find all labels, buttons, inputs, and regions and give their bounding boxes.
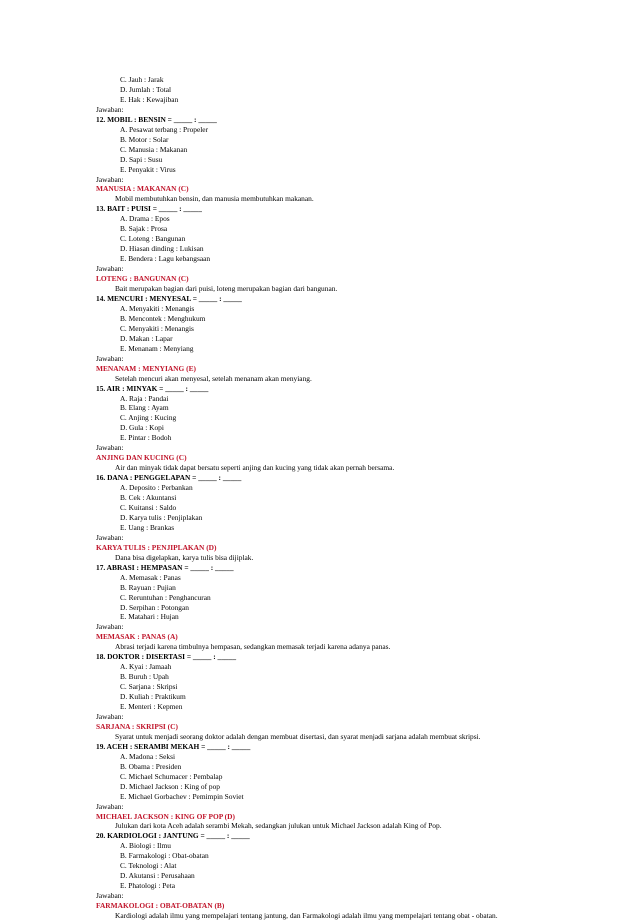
option-item: B. Sajak : Prosa bbox=[120, 224, 168, 234]
answer-label: Jawaban: bbox=[96, 891, 124, 901]
option-item: C. Kuitansi : Saldo bbox=[120, 502, 177, 512]
option-item: D. Hiasan dinding : Lukisan bbox=[120, 244, 204, 254]
answer-label: Jawaban: bbox=[96, 532, 124, 542]
option-item: D. Akutansi : Perusahaan bbox=[120, 871, 195, 881]
option-item: B. Elang : Ayam bbox=[120, 403, 169, 413]
option-item: E. Bendera : Lagu kebangsaan bbox=[120, 254, 211, 264]
question-title: 16. DANA : PENGGELAPAN = _____ : _____ bbox=[96, 473, 242, 483]
option-item: D. Makan : Lapar bbox=[120, 333, 173, 343]
option-item: D. Gula : Kopi bbox=[120, 423, 164, 433]
option-item: B. Cek : Akuntansi bbox=[120, 493, 177, 503]
answer-text: KARYA TULIS : PENJIPLAKAN (D) bbox=[96, 542, 217, 552]
option-item: D. Karya tulis : Penjiplakan bbox=[120, 512, 203, 522]
option-item: E. Pintar : Bodoh bbox=[120, 433, 172, 443]
question-title: 18. DOKTOR : DISERTASI = _____ : _____ bbox=[96, 652, 237, 662]
option-item: D. Sapi : Susu bbox=[120, 154, 163, 164]
option-item: E. Matahari : Hujan bbox=[120, 612, 179, 622]
answer-explanation: Setelah mencuri akan menyesal, setelah menanam akan menyiang. bbox=[115, 373, 312, 383]
option-item: E. Michael Gorbachev : Pemimpin Soviet bbox=[120, 791, 244, 801]
answer-label: Jawaban: bbox=[96, 443, 124, 453]
option-item: A. Raja : Pandai bbox=[120, 393, 169, 403]
option-item: C. Reruntuhan : Penghancuran bbox=[120, 592, 211, 602]
answer-text: SARJANA : SKRIPSI (C) bbox=[96, 721, 178, 731]
question-title: 17. ABRASI : HEMPASAN = _____ : _____ bbox=[96, 562, 234, 572]
option-item: E. Menanam : Menyiang bbox=[120, 343, 194, 353]
answer-explanation: Dana bisa digelapkan, karya tulis bisa dijiplak. bbox=[115, 552, 254, 562]
option-item: A. Memasak : Panas bbox=[120, 572, 181, 582]
question-title: 20. KARDIOLOGI : JANTUNG = _____ : _____ bbox=[96, 831, 250, 841]
option-item: E. Uang : Brankas bbox=[120, 522, 175, 532]
question-title: 19. ACEH : SERAMBI MEKAH = _____ : _____ bbox=[96, 741, 251, 751]
option-item: C. Teknologi : Alat bbox=[120, 861, 177, 871]
option-item: E. Menteri : Kepmen bbox=[120, 702, 183, 712]
answer-label: Jawaban: bbox=[96, 801, 124, 811]
answer-text: MICHAEL JACKSON : KING OF POP (D) bbox=[96, 811, 235, 821]
option-item: C. Manusia : Makanan bbox=[120, 144, 188, 154]
option-item: B. Obama : Presiden bbox=[120, 761, 182, 771]
option-item: D. Jumlah : Total bbox=[120, 84, 172, 94]
option-item: A. Deposito : Perbankan bbox=[120, 483, 193, 493]
answer-label: Jawaban: bbox=[96, 353, 124, 363]
option-item: B. Buruh : Upah bbox=[120, 672, 169, 682]
answer-text: MEMASAK : PANAS (A) bbox=[96, 632, 178, 642]
option-item: C. Michael Schumacer : Pembalap bbox=[120, 771, 223, 781]
option-item: E. Penyakit : Virus bbox=[120, 164, 176, 174]
option-item: E. Phatologi : Peta bbox=[120, 881, 176, 891]
question-title: 13. BAIT : PUISI = _____ : _____ bbox=[96, 204, 202, 214]
question-title: 12. MOBIL : BENSIN = _____ : _____ bbox=[96, 114, 217, 124]
answer-explanation: Julukan dari kota Aceh adalah serambi Mekah, sedangkan julukan untuk Michael Jackson adalah King of Pop. bbox=[115, 821, 442, 831]
option-item: B. Motor : Solar bbox=[120, 134, 169, 144]
answer-text: ANJING DAN KUCING (C) bbox=[96, 453, 187, 463]
option-item: C. Jauh : Jarak bbox=[120, 75, 164, 84]
answer-explanation: Air dan minyak tidak dapat bersatu seperti anjing dan kucing yang tidak akan pernah bersama. bbox=[115, 463, 395, 473]
answer-label: Jawaban: bbox=[96, 264, 124, 274]
answer-explanation: Kardiologi adalah ilmu yang mempelajari tentang jantung, dan Farmakologi adalah ilmu yang mempelajari tentang obat - obatan. bbox=[115, 911, 498, 921]
answer-text: LOTENG : BANGUNAN (C) bbox=[96, 274, 189, 284]
question-title: 15. AIR : MINYAK = _____ : _____ bbox=[96, 383, 209, 393]
option-item: A. Kyai : Jamaah bbox=[120, 662, 172, 672]
answer-label: Jawaban: bbox=[96, 712, 124, 721]
answer-label: Jawaban: bbox=[96, 104, 124, 114]
option-item: A. Drama : Epos bbox=[120, 214, 170, 224]
option-item: B. Mencontek : Menghukum bbox=[120, 313, 206, 323]
option-item: C. Menyakiti : Menangis bbox=[120, 323, 194, 333]
answer-explanation: Syarat untuk menjadi seorang doktor adalah dengan membuat disertasi, dan syarat menjadi sarjana adalah membuat skripsi. bbox=[115, 731, 481, 741]
option-item: D. Michael Jackson : King of pop bbox=[120, 781, 220, 791]
answer-explanation: Mobil membutuhkan bensin, dan manusia membutuhkan makanan. bbox=[115, 194, 314, 204]
option-item: C. Loteng : Bangunan bbox=[120, 234, 186, 244]
option-item: B. Rayuan : Pujian bbox=[120, 582, 176, 592]
answer-text: MANUSIA : MAKANAN (C) bbox=[96, 184, 189, 194]
answer-text: FARMAKOLOGI : OBAT-OBATAN (B) bbox=[96, 901, 225, 911]
option-item: D. Kuliah : Praktikum bbox=[120, 692, 186, 702]
document-body bbox=[96, 75, 616, 921]
option-item: B. Farmakologi : Obat-obatan bbox=[120, 851, 209, 861]
answer-text: MENANAM : MENYIANG (E) bbox=[96, 363, 196, 373]
option-item: A. Biologi : Ilmu bbox=[120, 841, 171, 851]
answer-label: Jawaban: bbox=[96, 622, 124, 632]
answer-explanation: Abrasi terjadi karena timbulnya hempasan, sedangkan memasak terjadi karena adanya panas. bbox=[115, 642, 391, 652]
option-item: C. Anjing : Kucing bbox=[120, 413, 177, 423]
answer-label: Jawaban: bbox=[96, 174, 124, 184]
option-item: C. Sarjana : Skripsi bbox=[120, 682, 178, 692]
option-item: E. Hak : Kewajiban bbox=[120, 94, 179, 104]
option-item: A. Menyakiti : Menangis bbox=[120, 303, 195, 313]
option-item: D. Serpihan : Potongan bbox=[120, 602, 189, 612]
answer-explanation: Bait merupakan bagian dari puisi, loteng merupakan bagian dari bangunan. bbox=[115, 284, 338, 294]
option-item: A. Pesawat terbang : Propeler bbox=[120, 124, 209, 134]
option-item: A. Madona : Seksi bbox=[120, 751, 176, 761]
question-title: 14. MENCURI : MENYESAL = _____ : _____ bbox=[96, 293, 242, 303]
